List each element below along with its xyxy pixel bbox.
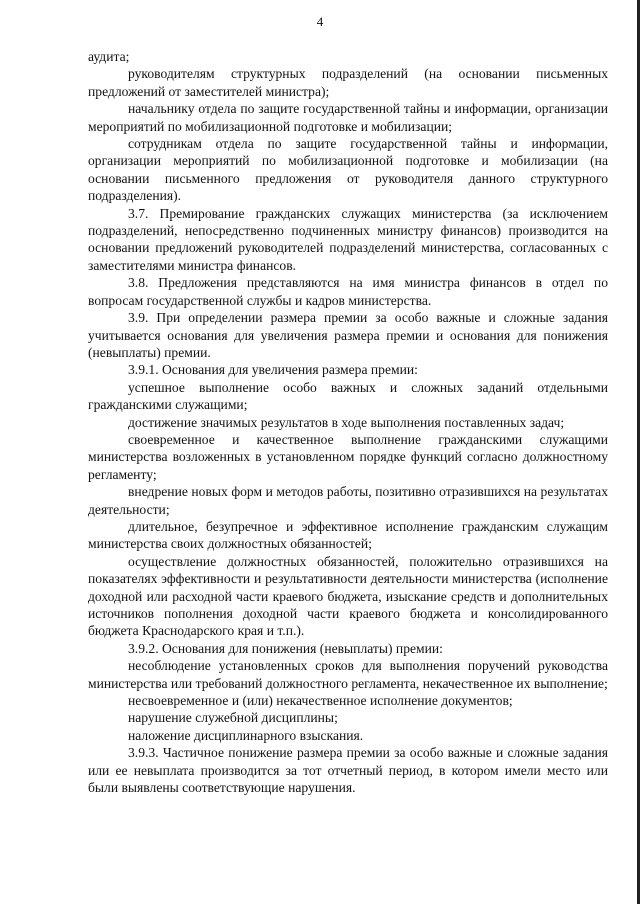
paragraph: руководителям структурных подразделений (на основании письменных предложений от заместителей министра); <box>88 66 608 99</box>
paragraph: 3.9. При определении размера премии за особо важные и сложные задания учитывается основания для увеличения размера премии и основания для понижения (невыплаты) премии. <box>88 310 608 360</box>
paragraph: несвоевременное и (или) некачественное исполнение документов; <box>128 693 513 709</box>
paragraph: осуществление должностных обязанностей, положительно отразившихся на показателях эффективности и результативности деятельности министерства (исполнение доходной или расходной части краевого бюджета, изыскание средств и дополнительных источников пополнения доходной части краевого бюджета и консолидированного бюджета Краснодарского края и т.п.). <box>88 553 608 639</box>
paragraph: 3.9.3. Частичное понижение размера премии за особо важные и сложные задания или ее невыплата производится за тот отчетный период, в котором имели место или были выявлены соответствующие нарушения. <box>88 745 608 796</box>
paragraph: 3.7. Премирование гражданских служащих министерства (за исключением подразделений, непосредственно подчиненных министру финансов) производится на основании предложений руководителей подразделений министерства, согласованных с заместителями министра финансов. <box>88 205 608 273</box>
paragraph: несоблюдение установленных сроков для выполнения поручений руководства министерства или требований должностного регламента, некачественное их выполнение; <box>88 658 608 691</box>
paragraph: своевременное и качественное выполнение гражданскими служащими министерства возложенных в установленном порядке функций согласно должностному регламенту; <box>88 431 608 482</box>
paragraph: внедрение новых форм и методов работы, позитивно отразившихся на результатах деятельности; <box>88 484 608 517</box>
paragraph: успешное выполнение особо важных и сложных заданий отдельными гражданскими служащими; <box>88 379 608 413</box>
paragraph: 3.9.1. Основания для увеличения размера премии: <box>128 362 418 378</box>
paragraph: сотрудникам отдела по защите государственной тайны и информации, организации мероприятий по мобилизационной подготовке и мобилизации (на основании письменного предложения от руководителя данного структурного подразделения). <box>88 136 608 204</box>
paragraph: нарушение служебной дисциплины; <box>128 710 338 726</box>
paragraph: наложение дисциплинарного взыскания. <box>128 727 364 743</box>
paragraph: аудита; <box>88 49 130 64</box>
paragraph: 3.9.2. Основания для понижения (невыплаты) премии: <box>128 640 443 656</box>
paragraph: достижение значимых результатов в ходе выполнения поставленных задач; <box>128 414 565 430</box>
paragraph: 3.8. Предложения представляются на имя министра финансов в отдел по вопросам государственной службы и кадров министерства. <box>88 275 608 308</box>
page-number: 4 <box>316 14 324 29</box>
paragraph: длительное, безупречное и эффективное исполнение гражданским служащим министерства своих должностных обязанностей; <box>88 518 608 552</box>
document-body <box>88 48 608 796</box>
paragraph: начальнику отдела по защите государственной тайны и информации, организации мероприятий по мобилизационной подготовке и мобилизации; <box>88 101 608 134</box>
